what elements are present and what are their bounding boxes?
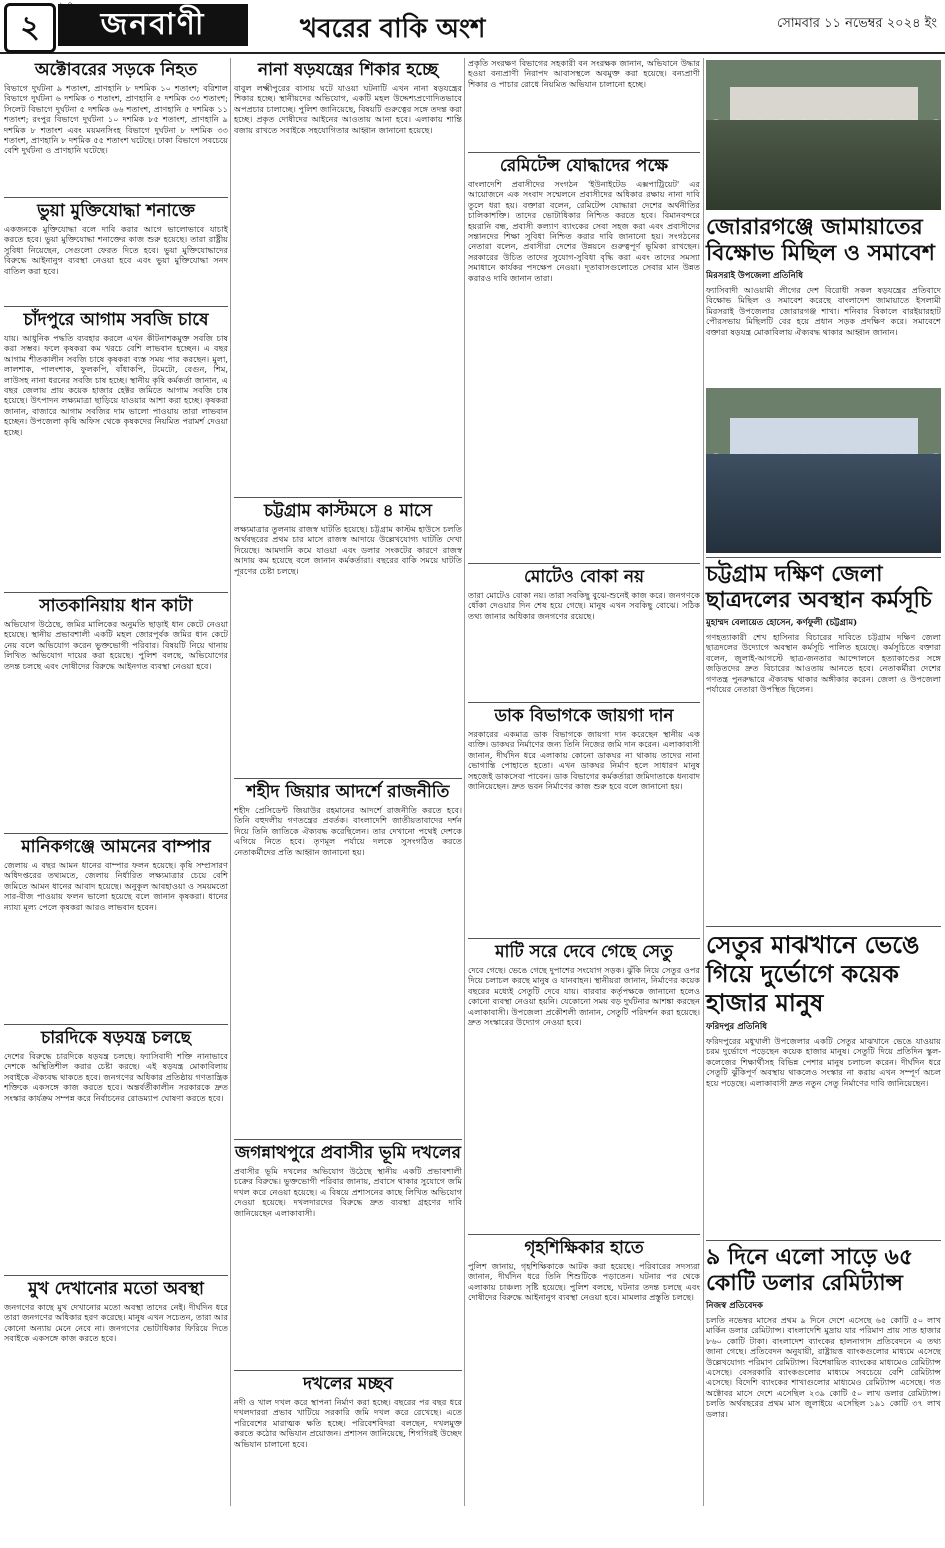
headline: শহীদ জিয়ার আদর্শে রাজনীতি [246,782,450,802]
article-body: লক্ষ্যমাত্রার তুলনায় রাজস্ব ঘাটতি হয়েছে। চট্টগ্রাম কাস্টম হাউসে চলতি অর্থবছরের প্রথম চার মাসে রাজস্ব আদায়ে উল্লেখযোগ্য ঘাটতি দেখা দিয়েছে। আমদানি কমে যাওয়া এবং ডলার সংকটের কারণে রাজস্ব আদায় কম হয়েছে বলে জানান কর্মকর্তারা। বছরের বাকি সময়ে ঘাটতি পূরণের চেষ্টা চলছে। [234,524,462,576]
article-body: ফরিদপুরের মধুখালী উপজেলার একটি সেতুর মাঝখানে ভেঙে যাওয়ায় চরম দুর্ভোগে পড়েছেন কয়েক হাজার মানুষ। সেতুটি দিয়ে প্রতিদিন স্কুল-কলেজের শিক্ষার্থীসহ বিভিন্ন পেশার মানুষ চলাচল করেন। দীর্ঘদিন ধরে সেতুটি ঝুঁকিপূর্ণ অবস্থায় থাকলেও সংস্কার না করায় এখন সম্পূর্ণ অচল হয়ে পড়েছে। এলাকাবাসী দ্রুত নতুন সেতু নির্মাণের দাবি জানিয়েছেন। [706,1036,941,1088]
headline: জগন্নাথপুরে প্রবাসীর ভূমি দখলের [235,1143,461,1163]
byline: মিরসরাই উপজেলা প্রতিনিধি [706,271,803,281]
headline: অক্টোবরের সড়কে নিহত [34,60,198,80]
column-divider [703,58,704,1506]
column-1 [4,58,228,1455]
section-title: খবরের বাকি অংশ [300,14,486,44]
article-body: জনগণের কাছে মুখ দেখানোর মতো অবস্থা তাদের নেই। দীর্ঘদিন ধরে তারা জনগণের অধিকার হরণ করেছে। মানুষ এখন সচেতন, তারা আর কোনো অন্যায় মেনে নেবে না। জনগণের ভোটাধিকার ফিরিয়ে দিতে সবাইকে একসঙ্গে কাজ করতে হবে। [4,1302,228,1344]
headline: সাতকানিয়ায় ধান কাটা [39,596,193,616]
article-body: একজনকে মুক্তিযোদ্ধা বলে দাবি করার আগে ভালোভাবে যাচাই করতে হবে। ভুয়া মুক্তিযোদ্ধা শনাক্তের কাজ শুরু হয়েছে। তারা রাষ্ট্রীয় সুবিধা নিয়েছেন, সেগুলো ফেরত দিতে হবে। ভুয়া মুক্তিযোদ্ধাদের বিরুদ্ধে আইনানুগ ব্যবস্থা নেওয়া হবে এবং ভুয়া মুক্তিযোদ্ধা সনদ বাতিল করা হবে। [4,224,228,276]
masthead [0,0,945,54]
headline: জোরারগঞ্জে জামায়াতের বিক্ষোভ মিছিল ও সমাবেশ [706,214,935,266]
article-body: প্রবাসীর ভূমি দখলের অভিযোগ উঠেছে স্থানীয় একটি প্রভাবশালী চক্রের বিরুদ্ধে। ভুক্তভোগী পরিবার জানায়, প্রবাসে থাকার সুযোগে জমি দখল করে নেওয়া হয়েছে। এ বিষয়ে প্রশাসনের কাছে লিখিত অভিযোগ দেওয়া হয়েছে। দখলদারদের বিরুদ্ধে দ্রুত ব্যবস্থা গ্রহণের দাবি জানিয়েছেন এলাকাবাসী। [234,1166,462,1218]
issue-date: সোমবার ১১ নভেম্বর ২০২৪ ইং [776,16,937,31]
page-number: ২ [4,3,56,53]
article-body: শহীদ প্রেসিডেন্ট জিয়াউর রহমানের আদর্শে রাজনীতি করতে হবে। তিনি বহুদলীয় গণতন্ত্রের প্রবর্তক। বাংলাদেশি জাতীয়তাবাদের দর্শন দিয়ে তিনি জাতিকে ঐক্যবদ্ধ করেছিলেন। তার দেখানো পথেই দেশকে এগিয়ে নিতে হবে। তৃণমূল পর্যায়ে দলকে সুসংগঠিত করতে নেতাকর্মীদের প্রতি আহ্বান জানানো হয়। [234,805,462,857]
article-body: দেশের বিরুদ্ধে চারদিকে ষড়যন্ত্র চলছে। ফ্যাসিবাদী শক্তি নানাভাবে দেশকে অস্থিতিশীল করার চেষ্টা করছে। এই ষড়যন্ত্র মোকাবিলায় সবাইকে ঐক্যবদ্ধ থাকতে হবে। জনগণের অধিকার প্রতিষ্ঠায় গণতান্ত্রিক শক্তিকে একসঙ্গে কাজ করতে হবে। অন্তর্বর্তীকালীন সরকারকে দ্রুত সংস্কার কার্যক্রম সম্পন্ন করে নির্বাচনের রোডম্যাপ ঘোষণা করতে হবে। [4,1051,228,1103]
byline: ফরিদপুর প্রতিনিধি [706,1022,768,1032]
rally-photo [706,60,941,210]
article-body: সরকারের একমাত্র ডাক বিভাগকে জায়গা দান করেছেন স্থানীয় এক ব্যক্তি। ডাকঘর নির্মাণের জন্য তিনি নিজের জমি দান করেন। এলাকাবাসী জানান, দীর্ঘদিন ধরে এলাকায় কোনো ডাকঘর না থাকায় তাদের নানা ভোগান্তি পোহাতে হতো। এখন ডাকঘর নির্মাণ হলে সাধারণ মানুষ সহজেই ডাকসেবা পাবেন। ডাক বিভাগের কর্মকর্তারা জমিদাতাকে ধন্যবাদ জানিয়েছেন। দ্রুত ভবন নির্মাণের কাজ শুরু হবে বলে জানানো হয়। [468,729,700,792]
logo-prefix: দৈনিক [60,3,81,12]
article-body: নদী ও খাল দখল করে স্থাপনা নির্মাণ করা হচ্ছে। বছরের পর বছর ধরে দখলদাররা প্রভাব খাটিয়ে সরকারি জমি দখল করে রেখেছে। এতে পরিবেশের মারাত্মক ক্ষতি হচ্ছে। পরিবেশবিদরা বলছেন, দখলমুক্ত করতে কঠোর অভিযান প্রয়োজন। প্রশাসন জানিয়েছে, শিগগিরই উচ্ছেদ অভিযান চালানো হবে। [234,1397,462,1449]
article-body: যায়। আধুনিক পদ্ধতি ব্যবহার করলে এখন কীটনাশকমুক্ত সবজি চাষ করা সম্ভব। ফলে কৃষকরা কম খরচে বেশি লাভবান হচ্ছেন। এ বছর আগাম শীতকালীন সবজি চাষে কৃষকরা ব্যস্ত সময় পার করছেন। মুলা, লালশাক, পালংশাক, ফুলকপি, বাঁধাকপি, টমেটো, বেগুন, শিম, লাউসহ নানা ধরনের সবজি চাষ হচ্ছে। স্থানীয় কৃষি কর্মকর্তা জানান, এ বছর জেলায় প্রায় কয়েক হাজার হেক্টর জমিতে আগাম সবজি চাষ হয়েছে। উৎপাদন লক্ষ্যমাত্রা ছাড়িয়ে যাওয়ার আশা করা হচ্ছে। কৃষকরা জানান, বাজারে আগাম সবজির দাম ভালো পাওয়ায় তারা লাভবান হচ্ছেন। উপজেলা কৃষি অফিস থেকে কৃষকদের নিয়মিত পরামর্শ দেওয়া হচ্ছে। [4,333,228,437]
newspaper-logo: জনবাণী [58,4,248,46]
headline: মাটি সরে দেবে গেছে সেতু [495,942,673,962]
article-body: গণহত্যাকারী শেখ হাসিনার বিচারের দাবিতে চট্টগ্রাম দক্ষিণ জেলা ছাত্রদলের উদ্যোগে অবস্থান কর্মসূচি পালিত হয়েছে। কর্মসূচিতে বক্তারা বলেন, জুলাই-আগস্টে ছাত্র-জনতার আন্দোলনে হত্যাকাণ্ডের সঙ্গে জড়িতদের দ্রুত বিচারের আওতায় আনতে হবে। নেতাকর্মীরা দেশের গণতন্ত্র পুনরুদ্ধারে ঐক্যবদ্ধ থাকার অঙ্গীকার করেন। জেলা ও উপজেলা পর্যায়ের নেতারা উপস্থিত ছিলেন। [706,632,941,695]
byline: নিজস্ব প্রতিবেদক [706,1301,763,1311]
headline: চট্টগ্রাম দক্ষিণ জেলা ছাত্রদলের অবস্থান কর্মসূচি [706,561,932,613]
column-divider [464,58,465,1506]
headline: নানা ষড়যন্ত্রের শিকার হচ্ছে [257,60,439,80]
column-4 [706,58,941,1548]
column-2 [234,58,462,1520]
article-body: বিভাগে দুর্ঘটনা ৯ শতাংশ, প্রাণহানি ৮ দশমিক ১০ শতাংশ; বরিশাল বিভাগে দুর্ঘটনা ৬ দশমিক ৩ শতাংশ, প্রাণহানি ৫ দশমিক ৩৩ শতাংশ; সিলেট বিভাগে দুর্ঘটনা ৫ দশমিক ৬৬ শতাংশ, প্রাণহানি ৫ দশমিক ১১ শতাংশ; রংপুর বিভাগে দুর্ঘটনা ১০ দশমিক ৮৫ শতাংশ, প্রাণহানি ৯ দশমিক ৮ শতাংশ এবং ময়মনসিংহ বিভাগে দুর্ঘটনা ৮ দশমিক ৩৩ শতাংশ, প্রাণহানি ৮ দশমিক ৫৫ শতাংশ ঘটেছে। ঢাকা বিভাগে সবচেয়ে বেশি দুর্ঘটনা ও প্রাণহানি ঘটেছে। [4,83,228,156]
article-body: প্রকৃতি সংরক্ষণ বিভাগের সহকারী বন সংরক্ষক জানান, অভিযানে উদ্ধার হওয়া বন্যপ্রাণী নিরাপদ আবাসস্থলে অবমুক্ত করা হয়েছে। বন্যপ্রাণী শিকার ও পাচার রোধে নিয়মিত অভিযান চালানো হচ্ছে। [468,58,700,89]
article-body: অভিযোগ উঠেছে, জমির মালিকের অনুমতি ছাড়াই ধান কেটে নেওয়া হয়েছে। স্থানীয় প্রভাবশালী একটি মহল জোরপূর্বক জমির ধান কেটে নেয় বলে অভিযোগ করেন ভুক্তভোগী পরিবার। বিষয়টি নিয়ে থানায় লিখিত অভিযোগ দায়ের করা হয়েছে। পুলিশ বলছে, অভিযোগের তদন্ত চলছে এবং দোষীদের বিরুদ্ধে আইনগত ব্যবস্থা নেওয়া হবে। [4,619,228,671]
headline: মোটেও বোকা নয় [524,567,644,587]
column-divider [230,58,231,1506]
headline: চারদিকে ষড়যন্ত্র চলছে [41,1028,191,1048]
article-body: তারা মোটেও বোকা নয়। তারা সবকিছু বুঝে-শুনেই কাজ করে। জনগণকে ধোঁকা দেওয়ার দিন শেষ হয়ে গেছে। মানুষ এখন সবকিছু বোঝে। সঠিক তথ্য জানার অধিকার জনগণের রয়েছে। [468,590,700,621]
article-body: চলতি নভেম্বর মাসের প্রথম ৯ দিনে দেশে এসেছে ৬৫ কোটি ৫০ লাখ মার্কিন ডলার রেমিট্যান্স। বাংলাদেশি মুদ্রায় যার পরিমাণ প্রায় সাত হাজার ৮৬০ কোটি টাকা। বাংলাদেশ ব্যাংকের হালনাগাদ প্রতিবেদনে এ তথ্য জানা গেছে। প্রতিবেদন অনুযায়ী, রাষ্ট্রায়ত্ত ব্যাংকগুলোর মাধ্যমে এসেছে উল্লেখযোগ্য পরিমাণ রেমিট্যান্স। বিশেষায়িত ব্যাংকের মাধ্যমেও রেমিট্যান্স এসেছে। বেসরকারি ব্যাংকগুলোর মাধ্যমে সবচেয়ে বেশি রেমিট্যান্স এসেছে। বিদেশি ব্যাংকের শাখাগুলোর মাধ্যমেও রেমিট্যান্স এসেছে। গত অক্টোবর মাসে দেশে এসেছিল ২৩৯ কোটি ৫০ লাখ ডলার রেমিট্যান্স। চলতি অর্থবছরের প্রথম মাস জুলাইয়ে এসেছিল ১৯১ কোটি ৩৭ লাখ ডলার। [706,1315,941,1419]
article-body: ফ্যাসিবাদী আওয়ামী লীগের দেশ বিরোধী সকল ষড়যন্ত্রের প্রতিবাদে বিক্ষোভ মিছিল ও সমাবেশ করেছে বাংলাদেশ জামায়াতে ইসলামী মিরসরাই উপজেলার জোরারগঞ্জ শাখা। শনিবার বিকালে বারইয়ারহাট পৌরসভায় মিছিলটি বের হয়ে প্রধান সড়ক প্রদক্ষিণ করে। সমাবেশে বক্তারা ষড়যন্ত্র মোকাবিলায় ঐক্যবদ্ধ থাকার আহ্বান জানান। [706,285,941,337]
article-body: বাবুল লক্ষ্মীপুরের বাসায় ঘটে যাওয়া ঘটনাটি এখন নানা ষড়যন্ত্রের শিকার হচ্ছে। স্থানীয়দের অভিযোগ, একটি মহল উদ্দেশ্যপ্রণোদিতভাবে অপপ্রচার চালাচ্ছে। পুলিশ জানিয়েছে, বিষয়টি গুরুত্বের সঙ্গে তদন্ত করা হচ্ছে। প্রকৃত দোষীদের আইনের আওতায় আনা হবে। এলাকায় শান্তি বজায় রাখতে সবাইকে সহযোগিতার আহ্বান জানানো হয়েছে। [234,83,462,135]
headline: ৯ দিনে এলো সাড়ে ৬৫ কোটি ডলার রেমিট্যান্স [706,1244,914,1296]
protest-photo [706,388,941,553]
headline: দখলের মচ্ছব [303,1374,393,1394]
headline: মানিকগঞ্জে আমনের বাম্পার [21,837,211,857]
headline: ডাক বিভাগকে জায়গা দান [494,706,674,726]
column-3 [468,58,700,1434]
article-body: দেবে গেছে। ভেঙে গেছে দুপাশের সংযোগ সড়ক। ঝুঁকি নিয়ে সেতুর ওপর দিয়ে চলাচল করছে মানুষ ও যানবাহন। স্থানীয়রা জানান, নির্মাণের কয়েক বছরের মধ্যেই সেতুটি দেবে যায়। বারবার কর্তৃপক্ষকে জানানো হলেও কোনো ব্যবস্থা নেওয়া হয়নি। যেকোনো সময় বড় দুর্ঘটনার আশঙ্কা করছেন এলাকাবাসী। উপজেলা প্রকৌশলী জানান, সেতুটি পরিদর্শন করা হয়েছে। দ্রুত সংস্কারের উদ্যোগ নেওয়া হবে। [468,965,700,1028]
headline: মুখ দেখানোর মতো অবস্থা [28,1279,204,1299]
byline: মুহাম্মদ বেলায়েত হোসেন, কর্ণফুলী (চট্টগ্রাম) [706,618,858,628]
article-body: পুলিশ জানায়, গৃহশিক্ষিকাকে আটক করা হয়েছে। পরিবারের সদস্যরা জানান, দীর্ঘদিন ধরে তিনি শিশুটিকে পড়াতেন। ঘটনার পর থেকে এলাকায় চাঞ্চল্য সৃষ্টি হয়েছে। পুলিশ বলছে, ঘটনার তদন্ত চলছে এবং দোষীদের বিরুদ্ধে আইনানুগ ব্যবস্থা নেওয়া হবে। মামলার প্রস্তুতি চলছে। [468,1261,700,1303]
headline: চাঁদপুরে আগাম সবজি চাষে [23,310,209,330]
headline: সেতুর মাঝখানে ভেঙে গিয়ে দুর্ভোগে কয়েক হাজার মানুষ [706,930,920,1017]
headline: চট্টগ্রাম কাস্টমসে ৪ মাসে [264,501,432,521]
article-body: জেলায় এ বছর আমন ধানের বাম্পার ফলন হয়েছে। কৃষি সম্প্রসারণ অধিদপ্তরের তথ্যমতে, জেলায় নির্ধারিত লক্ষ্যমাত্রার চেয়ে বেশি জমিতে আমন ধানের আবাদ হয়েছে। অনুকূল আবহাওয়া ও সময়মতো সার-বীজ পাওয়ায় ফলন ভালো হয়েছে বলে জানান কৃষকরা। ধানের ন্যায্য মূল্য পেলে কৃষকরা আরও লাভবান হবেন। [4,860,228,912]
headline: ভুয়া মুক্তিযোদ্ধা শনাক্তে [37,201,195,221]
headline: রেমিটেন্স যোদ্ধাদের পক্ষে [499,156,669,176]
article-body: বাংলাদেশি প্রবাসীদের সংগঠন 'ইউনাইটেড এক্সপাট্রিয়েট' এর আয়োজনে এক সংবাদ সম্মেলনে প্রবাসীদের অধিকার রক্ষায় নানা দাবি তুলে ধরা হয়। বক্তারা বলেন, রেমিটেন্স যোদ্ধারা দেশের অর্থনীতির চালিকাশক্তি। তাদের ভোটাধিকার নিশ্চিত করতে হবে। বিমানবন্দরে হয়রানি বন্ধ, প্রবাসী কল্যাণ ব্যাংকের সেবা সহজ করা এবং প্রবাসীদের সন্তানদের শিক্ষা সুবিধা নিশ্চিত করার দাবি জানানো হয়। সংগঠনের নেতারা বলেন, প্রবাসীরা দেশের উন্নয়নে গুরুত্বপূর্ণ ভূমিকা রাখছেন। সরকারের উচিত তাদের সুযোগ-সুবিধা বৃদ্ধি করা এবং তাদের সমস্যা সমাধানে কার্যকর পদক্ষেপ নেওয়া। দূতাবাসগুলোতে সেবার মান উন্নত করারও দাবি জানান তারা। [468,179,700,283]
headline: গৃহশিক্ষিকার হাতে [524,1238,644,1258]
